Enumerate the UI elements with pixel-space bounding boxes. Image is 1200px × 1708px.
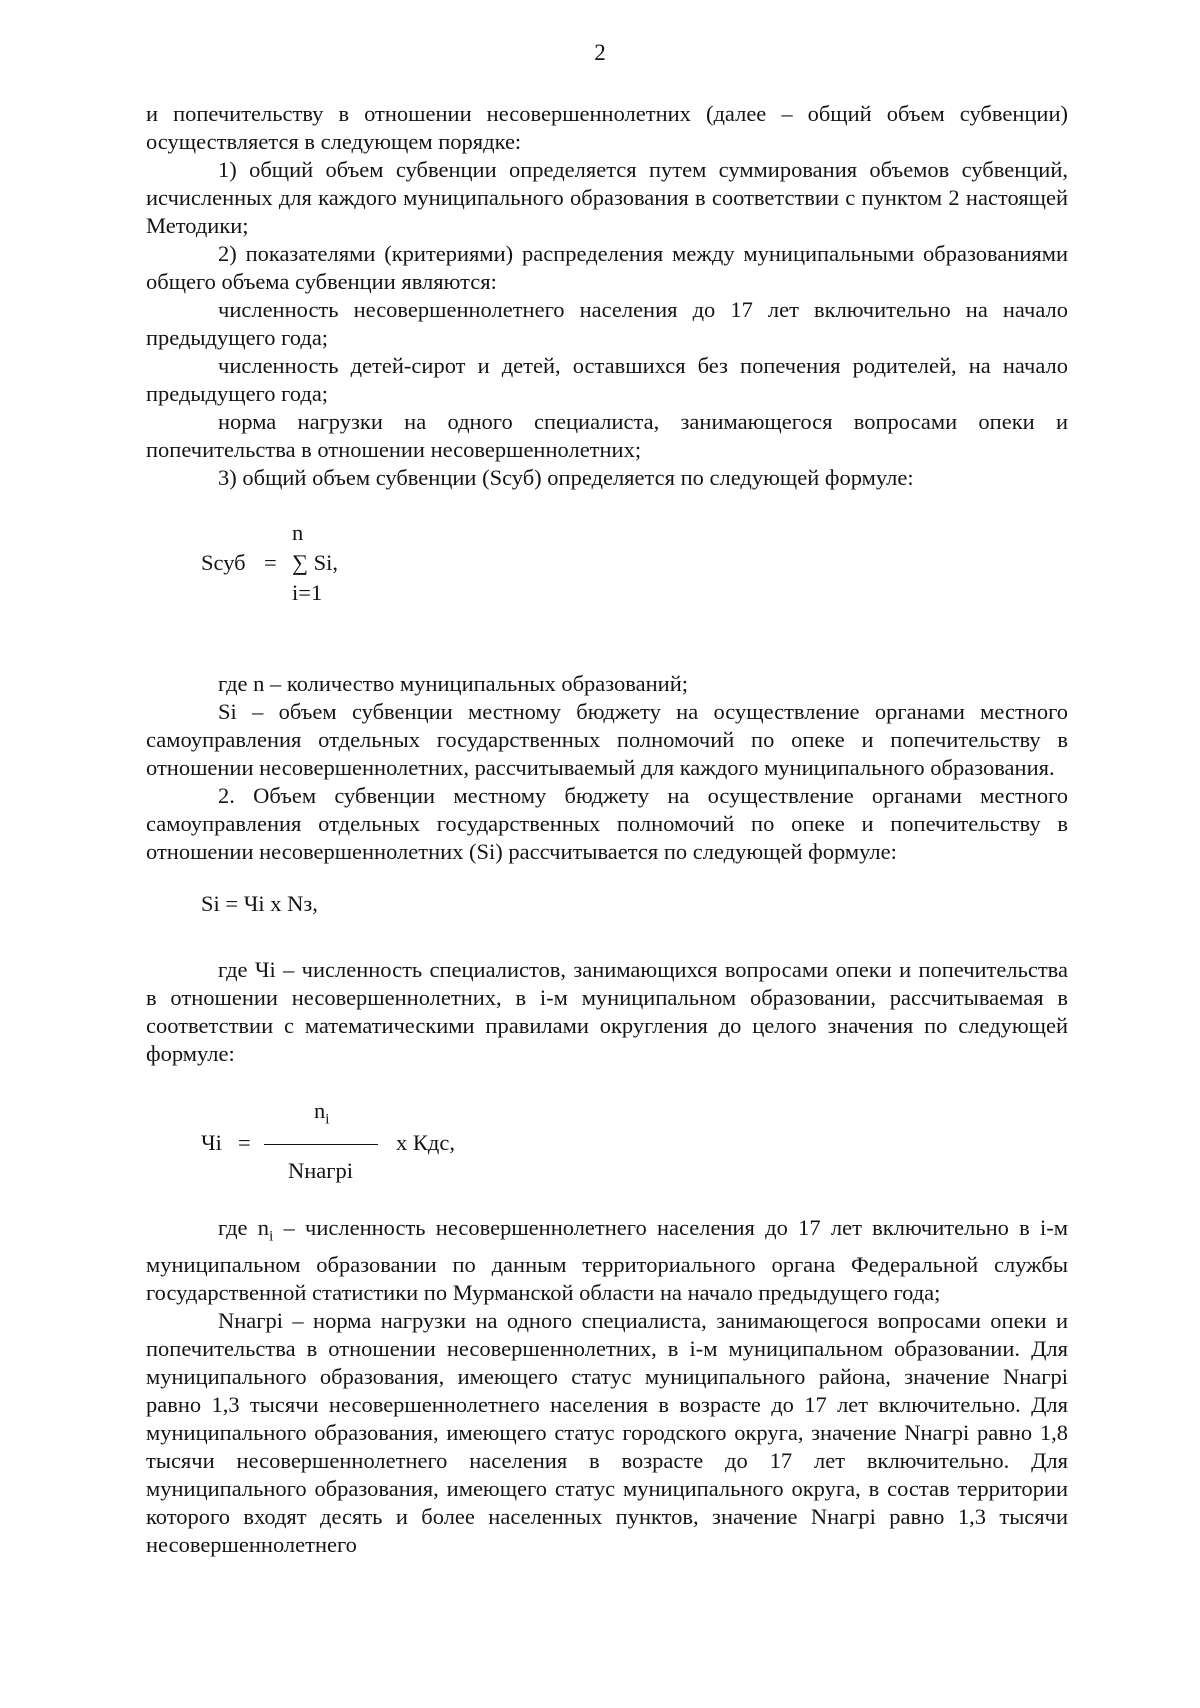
formula-equals: = (264, 550, 277, 575)
paragraph-where-si: Si – объем субвенции местному бюджету на осуществление органами местного самоуправления отдельных государственных полномочий по опеке и попечительству в отношении несовершеннолетних, рассчитываемый для каждого муниципального образования. (146, 699, 1068, 780)
ni-prefix: где n (218, 1215, 270, 1240)
formula-lhs: Sсуб (201, 550, 246, 575)
paragraph-criterion-norm: норма нагрузки на одного специалиста, занимающегося вопросами опеки и попечительства в отношении несовершеннолетних; (146, 409, 1068, 462)
document-body (146, 100, 1068, 1559)
fraction-line (264, 1144, 378, 1145)
paragraph-criterion-population: численность несовершеннолетнего населения до 17 лет включительно на начало предыдущего года; (146, 297, 1068, 350)
numerator-subscript: i (325, 1111, 330, 1128)
paragraph-where-ni (146, 1214, 1068, 1307)
ni-definition: – численность несовершеннолетнего населения до 17 лет включительно в i-м муниципальном образовании по данным территориального органа Федеральной службы государственной статистики по Мурманской области на начало предыдущего года; (146, 1215, 1069, 1305)
paragraph-item-1: 1) общий объем субвенции определяется путем суммирования объемов субвенций, исчисленных для каждого муниципального образования в соответствии с пунктом 2 настоящей Методики; (146, 157, 1068, 238)
page-number: 2 (594, 40, 606, 65)
formula-si-text: Si = Чi x Nз, (201, 891, 318, 916)
formula-total-subvention (146, 492, 1068, 670)
paragraph-continuation: и попечительству в отношении несовершеннолетних (далее – общий объем субвенции) осуществляется в следующем порядке: (146, 101, 1068, 154)
paragraph-nnagr: Nнагрi – норма нагрузки на одного специалиста, занимающегося вопросами опеки и попечительства в отношении несовершеннолетних, в i-м муниципальном образовании. Для муниципального образования, имеющего статус муниципального района, значение Nнагрi равно 1,3 тысячи несовершеннолетнего населения в возрасте до 17 лет включительно. Для муниципального образования, имеющего статус городского округа, значение Nнагрi равно 1,8 тысячи несовершеннолетнего населения в возрасте до 17 лет включительно. Для муниципального образования, имеющего статус муниципального округа, в состав территории которого входят десять и более населенных пунктов, значение Nнагрi равно 1,3 тысячи несовершеннолетнего (146, 1307, 1068, 1557)
paragraph-item-2: 2) показателями (критериями) распределения между муниципальными образованиями общего объема субвенции являются: (146, 241, 1068, 294)
formula-chi (146, 1068, 1068, 1214)
fraction-denominator: Nнагрi (288, 1158, 354, 1183)
formula-si (146, 866, 1068, 956)
sum-upper-limit: n (292, 520, 304, 545)
ni-subscript: i (269, 1228, 274, 1245)
paragraph-where-chi: где Чi – численность специалистов, занимающихся вопросами опеки и попечительства в отношении несовершеннолетних, в i-м муниципальном образовании, рассчитываемая в соответствии с математическими правилами округления до целого значения по следующей формуле: (146, 957, 1068, 1066)
numerator-base: n (314, 1098, 326, 1123)
formula-chi-rhs: x Кдс, (396, 1130, 455, 1155)
paragraph-criterion-orphans: численность детей-сирот и детей, оставшихся без попечения родителей, на начало предыдущего года; (146, 353, 1068, 406)
formula-rhs: ∑ Si, (292, 550, 339, 575)
formula-chi-lhs: Чi (201, 1130, 222, 1155)
paragraph-item-3: 3) общий объем субвенции (Sсуб) определяется по следующей формуле: (218, 465, 914, 490)
fraction-numerator (314, 1100, 329, 1128)
formula-chi-equals: = (238, 1130, 251, 1155)
paragraph-where-n: где n – количество муниципальных образований; (218, 671, 688, 696)
sum-lower-limit: i=1 (292, 580, 323, 605)
paragraph-section-2: 2. Объем субвенции местному бюджету на осуществление органами местного самоуправления отдельных государственных полномочий по опеке и попечительству в отношении несовершеннолетних (Si) рассчитывается по следующей формуле: (146, 783, 1068, 864)
